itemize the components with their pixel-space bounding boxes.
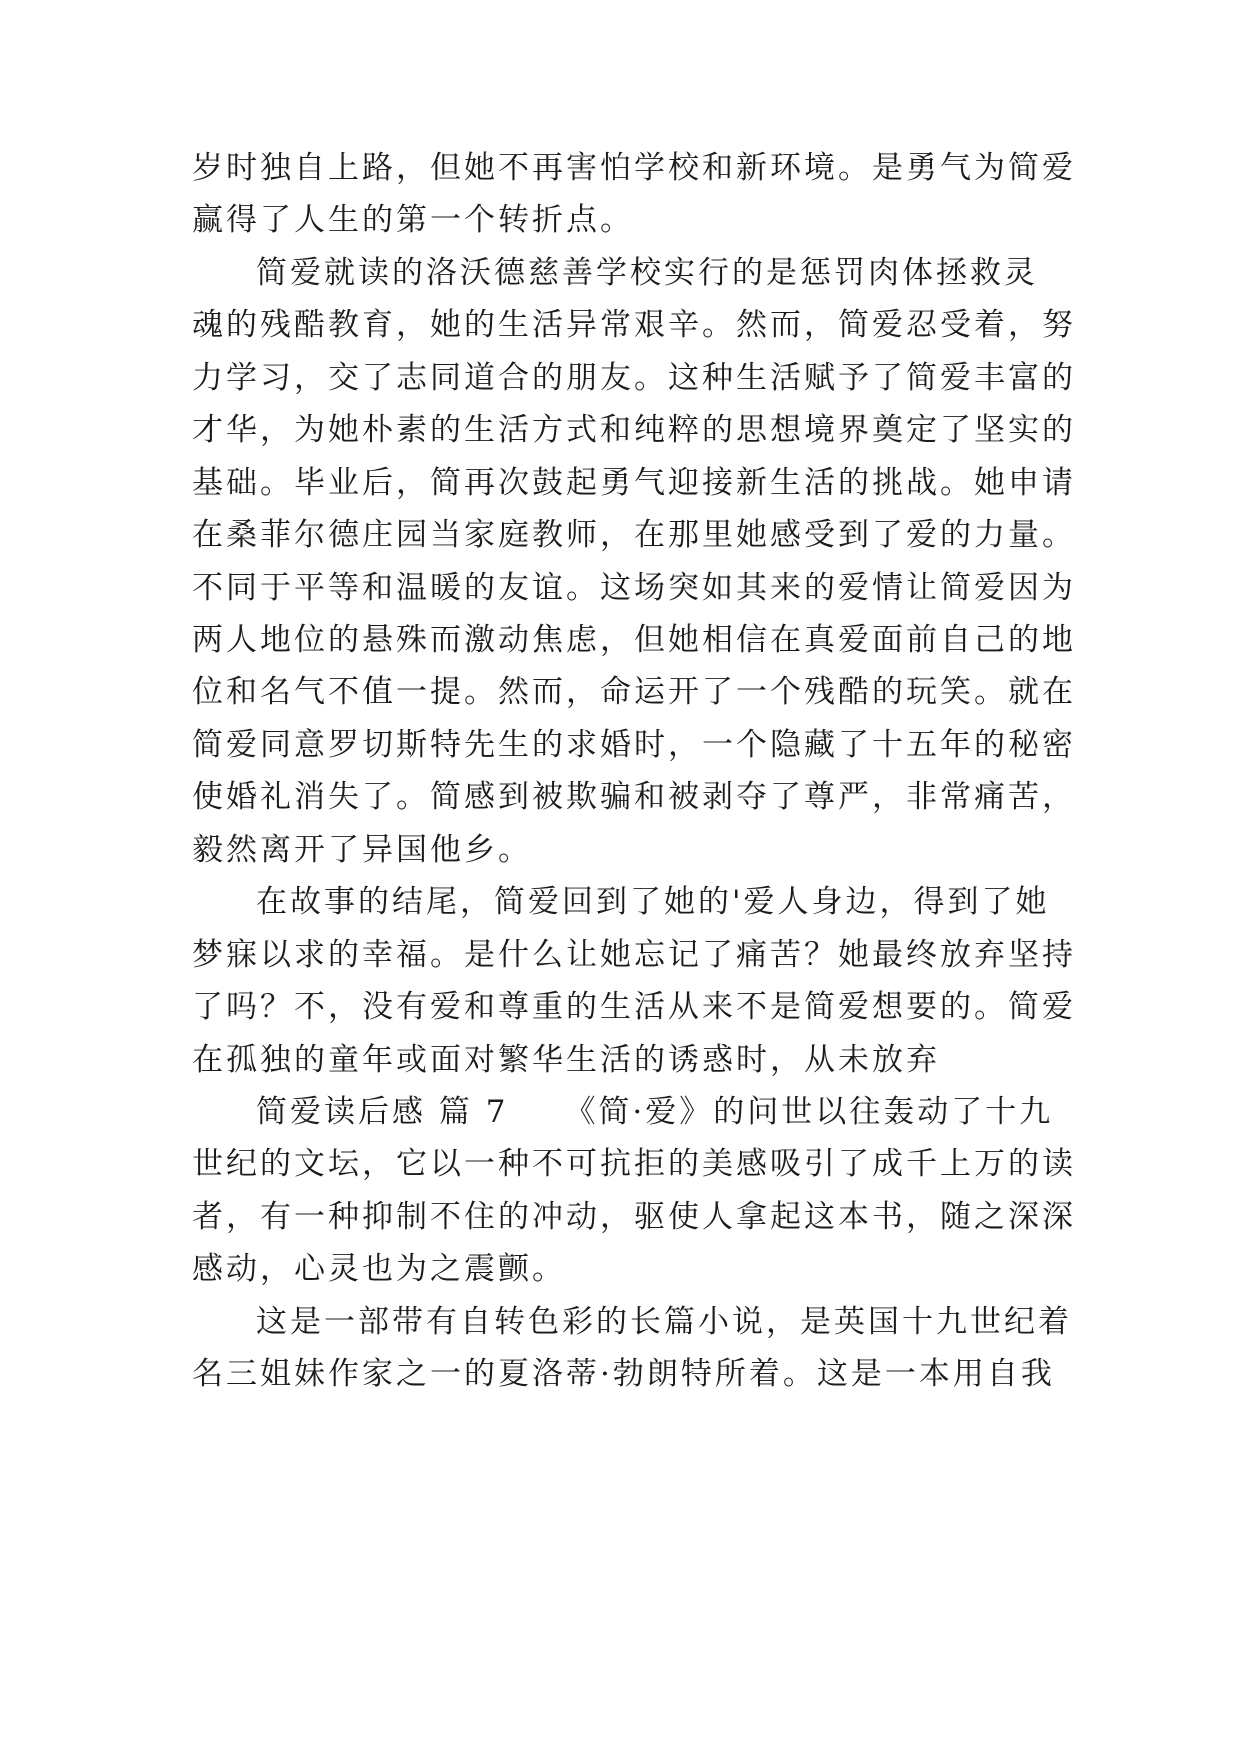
text-line: 两人地位的悬殊而激动焦虑，但她相信在真爱面前自己的地 (192, 622, 1076, 658)
text-line: 在孤独的童年或面对繁华生活的诱惑时，从未放弃 (192, 1042, 940, 1078)
text-line: 梦寐以求的幸福。是什么让她忘记了痛苦？她最终放弃坚持 (192, 937, 1076, 973)
section-heading-continuation: 《简·爱》的问世以往轰动了十九 (564, 1094, 1054, 1130)
text-line: 使婚礼消失了。简感到被欺骗和被剥夺了尊严，非常痛苦， (192, 779, 1076, 815)
text-line: 基础。毕业后，简再次鼓起勇气迎接新生活的挑战。她申请 (192, 465, 1076, 501)
text-line: 力学习，交了志同道合的朋友。这种生活赋予了简爱丰富的 (192, 360, 1076, 396)
text-line: 者，有一种抑制不住的冲动，驱使人拿起这本书，随之深深 (192, 1199, 1076, 1235)
paragraph-start-line: 这是一部带有自转色彩的长篇小说，是英国十九世纪着 (256, 1304, 1072, 1340)
text-line: 赢得了人生的第一个转折点。 (192, 202, 634, 238)
paragraph-start-line: 简爱就读的洛沃德慈善学校实行的是惩罚肉体拯救灵 (256, 255, 1038, 291)
text-line: 岁时独自上路，但她不再害怕学校和新环境。是勇气为简爱 (192, 150, 1076, 186)
paragraph-start-line: 在故事的结尾，简爱回到了她的'爱人身边，得到了她 (256, 884, 1050, 920)
text-line: 位和名气不值一提。然而，命运开了一个残酷的玩笑。就在 (192, 674, 1076, 710)
text-line: 毅然离开了异国他乡。 (192, 832, 532, 868)
text-line: 了吗？不，没有爱和尊重的生活从来不是简爱想要的。简爱 (192, 989, 1076, 1025)
section-heading: 简爱读后感 篇 7 (256, 1094, 509, 1130)
text-line: 魂的残酷教育，她的生活异常艰辛。然而，简爱忍受着，努 (192, 307, 1076, 343)
section-heading-line (256, 1082, 1053, 1142)
text-line: 不同于平等和温暖的友谊。这场突如其来的爱情让简爱因为 (192, 570, 1076, 606)
text-line: 感动，心灵也为之震颤。 (192, 1251, 566, 1287)
text-line: 在桑菲尔德庄园当家庭教师，在那里她感受到了爱的力量。 (192, 517, 1076, 553)
text-line: 名三姐妹作家之一的夏洛蒂·勃朗特所着。这是一本用自我 (192, 1356, 1055, 1392)
text-line: 世纪的文坛，它以一种不可抗拒的美感吸引了成千上万的读 (192, 1146, 1076, 1182)
text-line: 简爱同意罗切斯特先生的求婚时，一个隐藏了十五年的秘密 (192, 727, 1076, 763)
text-line: 才华，为她朴素的生活方式和纯粹的思想境界奠定了坚实的 (192, 412, 1076, 448)
